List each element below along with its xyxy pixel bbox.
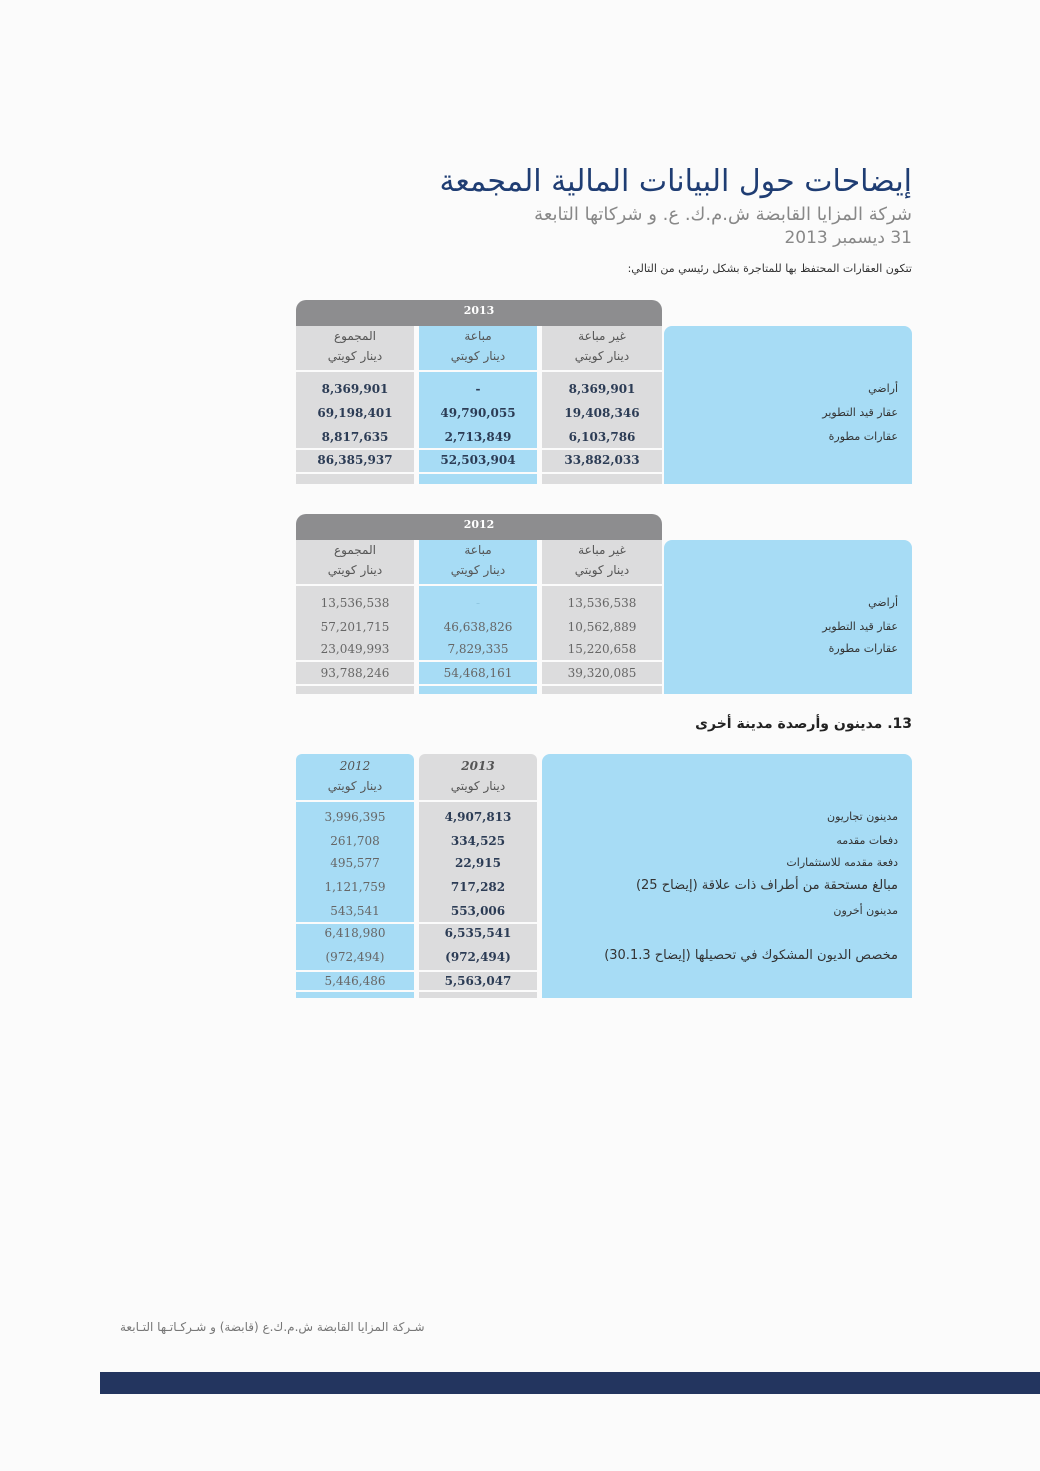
- column-label: المجموع: [334, 543, 376, 557]
- row-label: عقار قيد التطوير: [822, 620, 898, 633]
- report-date: 31 ديسمبر 2013: [784, 228, 912, 248]
- row-label: أراضي: [868, 596, 898, 609]
- column-unit: دينار كويتي: [327, 349, 383, 363]
- total-divider: [296, 970, 537, 972]
- header-divider: [296, 800, 537, 802]
- cell-sold: -: [475, 382, 481, 396]
- cell-2013: 22,915: [455, 856, 501, 870]
- cell-total: 8,369,901: [321, 382, 389, 396]
- cell-2013: 6,535,541: [444, 926, 512, 940]
- totals-divider: [296, 660, 662, 662]
- footer-bar: [100, 1372, 1040, 1394]
- cell-unsold: 15,220,658: [567, 642, 637, 656]
- column-year: 2012: [339, 759, 371, 773]
- cell-total: 23,049,993: [320, 642, 390, 656]
- cell-2012: 1,121,759: [324, 880, 386, 894]
- column-unit: دينار كويتي: [450, 563, 506, 577]
- cell-unsold: 6,103,786: [568, 430, 636, 444]
- year-tab-2012: 2012: [296, 514, 662, 540]
- cell-unsold: 8,369,901: [568, 382, 636, 396]
- cell-2012: 3,996,395: [324, 810, 386, 824]
- header-divider: [296, 370, 662, 372]
- receivables-table: [296, 754, 912, 998]
- properties-table-2013: [296, 300, 912, 484]
- column-unit: دينار كويتي: [574, 563, 630, 577]
- row-labels-panel: [664, 326, 912, 484]
- column-label: غير مباعة: [578, 329, 626, 343]
- row-label: مدينون أخرون: [833, 904, 898, 917]
- row-label: مدينون تجاريون: [827, 810, 898, 823]
- section-13-title: 13. مدينون وأرصدة مدينة أخرى: [695, 716, 912, 732]
- cell-2013: 334,525: [450, 834, 506, 848]
- cell-total: 69,198,401: [317, 406, 393, 420]
- cell-grand-total: 86,385,937: [317, 453, 393, 467]
- cell-2012: 495,577: [330, 856, 380, 870]
- cell-sold-total: 54,468,161: [443, 666, 513, 680]
- row-label: عقار قيد التطوير: [822, 406, 898, 419]
- column-label: المجموع: [334, 329, 376, 343]
- column-year: 2013: [461, 759, 495, 773]
- bottom-divider: [296, 990, 537, 992]
- intro-text: تتكون العقارات المحتفظ بها للمتاجرة بشكل رئيسي من التالي:: [627, 262, 912, 275]
- cell-unsold: 10,562,889: [567, 620, 637, 634]
- cell-2013: 717,282: [450, 880, 506, 894]
- footer-company: شـركة المزايا القابضة ش.م.ك.ع (قابضة) و شـركـاتـها التـابعة: [120, 1320, 425, 1334]
- cell-2012: 261,708: [330, 834, 380, 848]
- column-unit: دينار كويتي: [574, 349, 630, 363]
- year-tab-2013: 2013: [296, 300, 662, 326]
- row-label: مبالغ مستحقة من أطراف ذات علاقة (إيضاح 25): [635, 878, 898, 893]
- properties-table-2012: [296, 514, 912, 694]
- row-label: عقارات مطورة: [828, 430, 898, 443]
- cell-total: 57,201,715: [320, 620, 390, 634]
- page-title: إيضاحات حول البيانات المالية المجمعة: [439, 164, 912, 199]
- cell-unsold: 13,536,538: [567, 596, 637, 610]
- cell-unsold-total: 39,320,085: [567, 666, 637, 680]
- cell-sold: -: [475, 596, 481, 610]
- cell-2013: 5,563,047: [444, 974, 512, 988]
- column-label: غير مباعة: [578, 543, 626, 557]
- cell-2012: 5,446,486: [324, 974, 386, 988]
- cell-2013: (972,494): [445, 950, 511, 964]
- cell-unsold: 19,408,346: [564, 406, 640, 420]
- bottom-divider: [296, 684, 662, 686]
- row-label: دفعات مقدمه: [836, 834, 898, 847]
- column-unit: دينار كويتي: [450, 349, 506, 363]
- cell-2012: 6,418,980: [324, 926, 386, 940]
- cell-sold: 46,638,826: [443, 620, 513, 634]
- column-label: مباعة: [464, 543, 492, 557]
- cell-2012: (972,494): [325, 950, 385, 964]
- cell-unsold-total: 33,882,033: [564, 453, 640, 467]
- cell-sold-total: 52,503,904: [440, 453, 516, 467]
- row-label: دفعة مقدمه للاستثمارات: [786, 856, 898, 869]
- cell-total: 13,536,538: [320, 596, 390, 610]
- column-unit: دينار كويتي: [450, 779, 506, 793]
- row-label: أراضي: [868, 382, 898, 395]
- totals-divider: [296, 448, 662, 450]
- cell-grand-total: 93,788,246: [320, 666, 390, 680]
- cell-sold: 49,790,055: [440, 406, 516, 420]
- column-unit: دينار كويتي: [327, 563, 383, 577]
- cell-2012: 543,541: [330, 904, 380, 918]
- cell-total: 8,817,635: [321, 430, 389, 444]
- cell-sold: 2,713,849: [444, 430, 512, 444]
- company-name: شركة المزايا القابضة ش.م.ك. ع. و شركاتها التابعة: [534, 204, 912, 225]
- header-divider: [296, 584, 662, 586]
- row-label: عقارات مطورة: [828, 642, 898, 655]
- bottom-divider: [296, 472, 662, 474]
- subtotal-divider: [296, 922, 537, 924]
- column-unit: دينار كويتي: [327, 779, 383, 793]
- row-label: مخصص الديون المشكوك في تحصيلها (إيضاح 30.1.3): [604, 948, 898, 963]
- cell-sold: 7,829,335: [447, 642, 509, 656]
- row-labels-panel: [664, 540, 912, 694]
- cell-2013: 553,006: [450, 904, 506, 918]
- column-label: مباعة: [464, 329, 492, 343]
- cell-2013: 4,907,813: [444, 810, 512, 824]
